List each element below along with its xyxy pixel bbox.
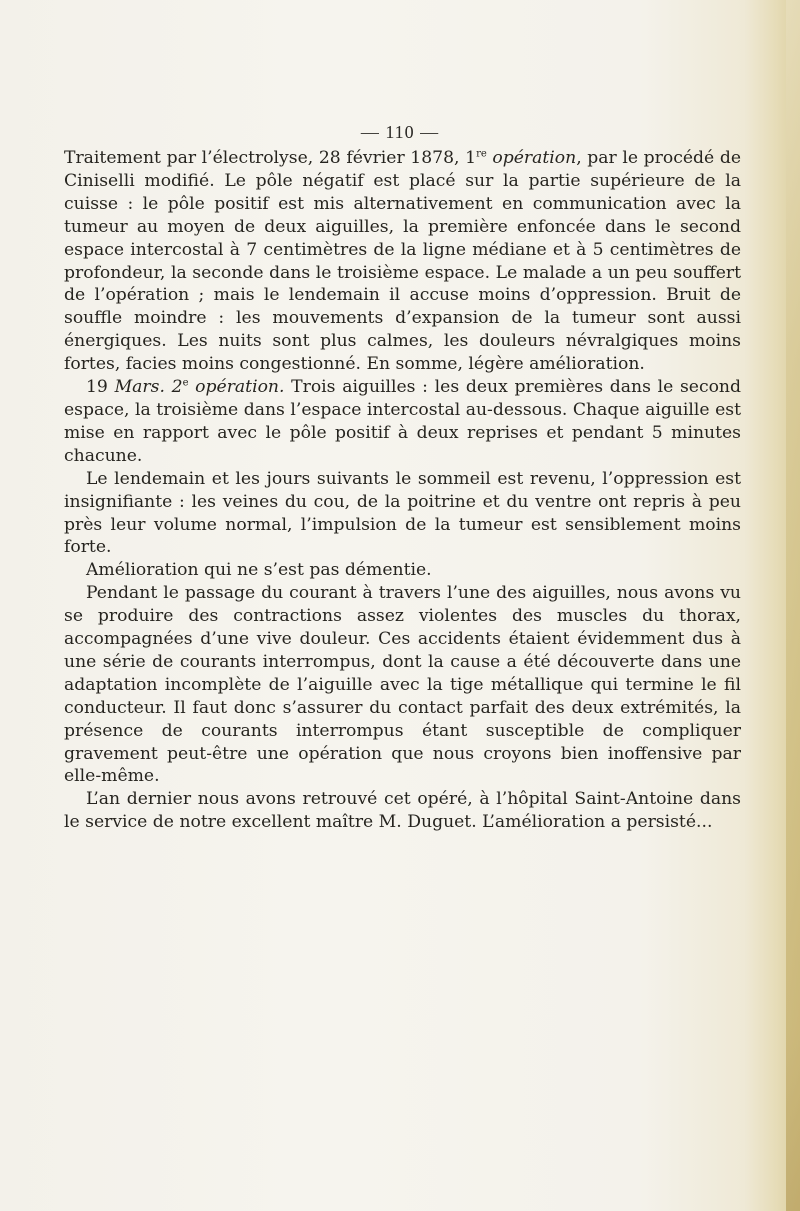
body-text	[64, 147, 741, 834]
page-number: — 110 —	[360, 122, 440, 142]
paragraph-2-text: Trois aiguilles : les deux premières dans le second espace, la troisième dans l’espace intercostal au-dessous. Chaque aiguille est mise en rapport avec le pôle positif à deux reprises et pendant 5 minutes chacune.	[64, 377, 741, 466]
paragraph-3	[64, 468, 741, 560]
paragraph-5	[64, 582, 741, 788]
paragraph-1	[64, 147, 741, 376]
paragraph-3-text: Le lendemain et les jours suivants le sommeil est revenu, l’oppression est insignifiante : les veines du cou, de la poitrine et du ventre ont repris à peu près leur volume normal, l’impulsion de la tumeur est sensiblement moins forte.	[64, 468, 741, 558]
paragraph-2-text: Mars. 2	[114, 377, 183, 398]
paragraph-6-text: L’an dernier nous avons retrouvé cet opéré, à l’hôpital Saint-Antoine dans le service de notre excellent maître M. Duguet. L’amélioration a persisté...	[64, 789, 741, 833]
page-edge-stain	[786, 0, 800, 1211]
paragraph-1-text: opération	[492, 148, 577, 168]
paragraph-1-text: re	[476, 148, 487, 160]
paragraph-2-text: 19	[86, 377, 115, 398]
paragraph-2	[64, 376, 741, 468]
paragraph-4	[64, 559, 741, 582]
paragraph-2-text: opération.	[188, 377, 285, 398]
paragraph-1-text: Traitement par l’électrolyse, 28 février 1878, 1	[64, 148, 477, 168]
paragraph-2-text: e	[182, 377, 189, 389]
paragraph-4-text: Amélioration qui ne s’est pas démentie.	[86, 560, 432, 581]
paragraph-1-text: , par le procédé de Ciniselli modifié. Le pôle négatif est placé sur la partie supérieure de la cuisse : le pôle positif est mis alternativement en communication avec la tumeur au moyen de deux aiguilles, la première enfoncée dans le second espace intercostal à 7 centimètres de la ligne médiane et à 5 centimètres de profondeur, la seconde dans le troisième espace. Le malade a un peu souffert de l’opération ; mais le lendemain il accuse moins d’oppression. Bruit de souffle moindre : les mouvements d’expansion de la tumeur sont aussi énergiques. Les nuits sont plus calmes, les douleurs névralgiques moins fortes, facies moins congestionné. En somme, légère amélioration.	[64, 148, 741, 375]
paragraph-5-text: Pendant le passage du courant à travers l’une des aiguilles, nous avons vu se produire des contractions assez violentes des muscles du thorax, accompagnées d’une vive douleur. Ces accidents étaient évidemment dus à une série de courants interrompus, dont la cause a été découverte dans une adaptation incomplète de l’aiguille avec la tige métallique qui termine le fil conducteur. Il faut donc s’assurer du contact parfait des deux extrémités, la présence de courants interrompus étant susceptible de compliquer gravement peut-être une opération que nous croyons bien inoffensive par elle-même.	[64, 583, 741, 787]
paragraph-6	[64, 788, 741, 834]
